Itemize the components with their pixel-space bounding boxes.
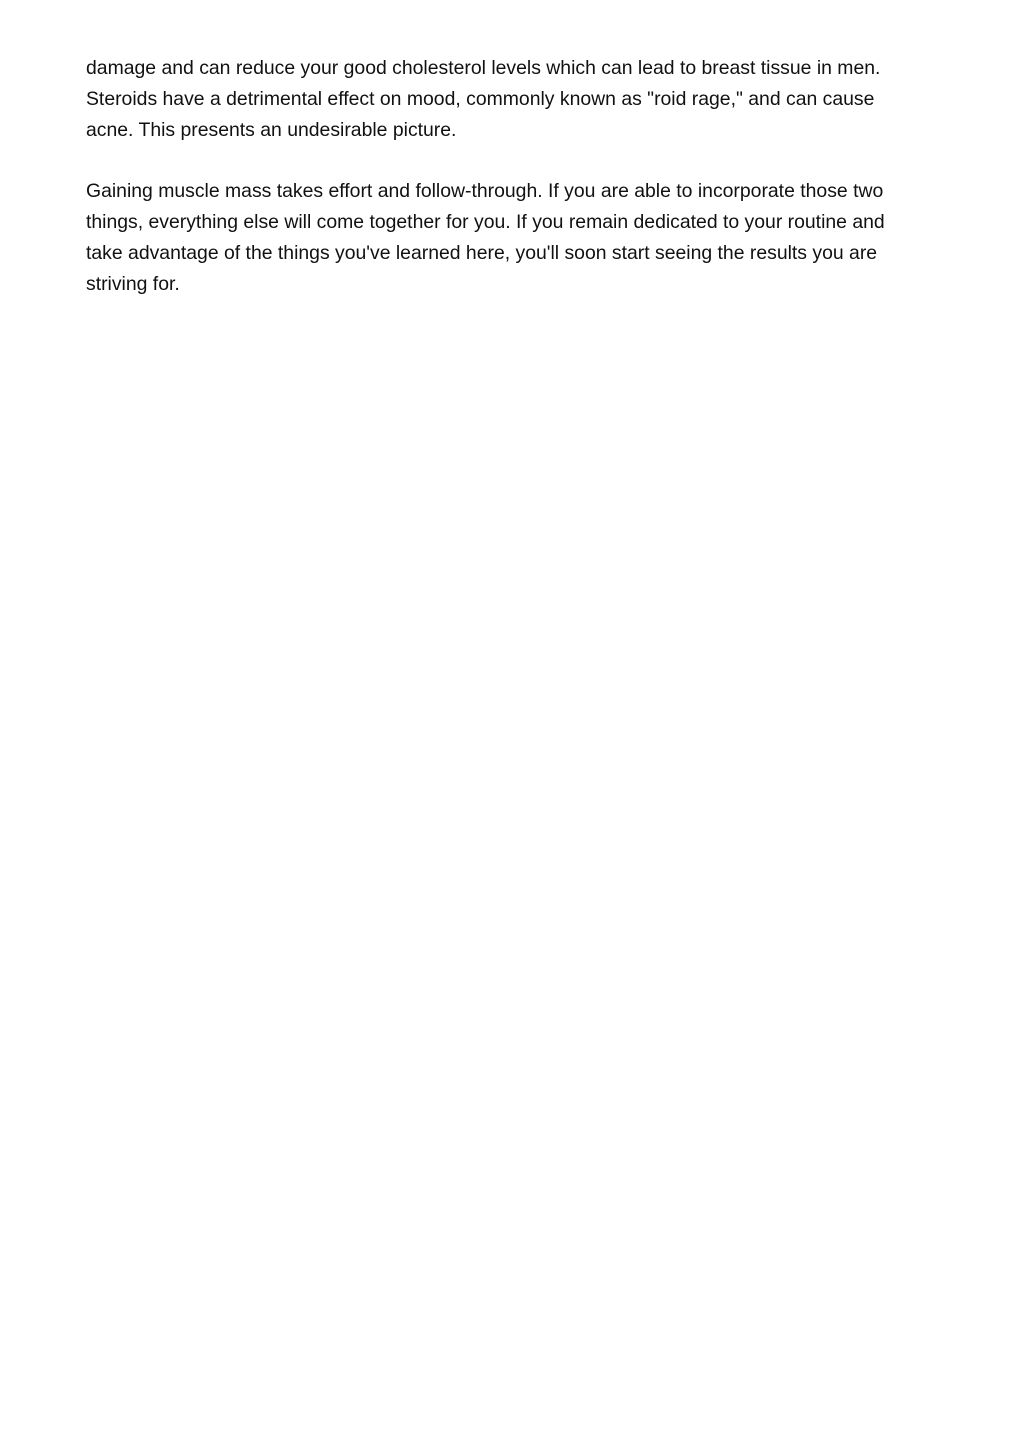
document-body [86, 53, 948, 299]
paragraph [86, 176, 948, 299]
text-line: striving for. [86, 272, 180, 295]
text-line: take advantage of the things you've learned here, you'll soon start seeing the results you are [86, 241, 878, 264]
text-line: Gaining muscle mass takes effort and follow-through. If you are able to incorporate those two [86, 180, 884, 203]
text-line: damage and can reduce your good cholesterol levels which can lead to breast tissue in men. [86, 57, 881, 79]
text-line: acne. This presents an undesirable picture. [86, 118, 457, 141]
text-line: things, everything else will come together for you. If you remain dedicated to your routine and [86, 210, 885, 233]
paragraph [86, 53, 948, 145]
text-line: Steroids have a detrimental effect on mood, commonly known as "roid rage," and can cause [86, 87, 875, 110]
